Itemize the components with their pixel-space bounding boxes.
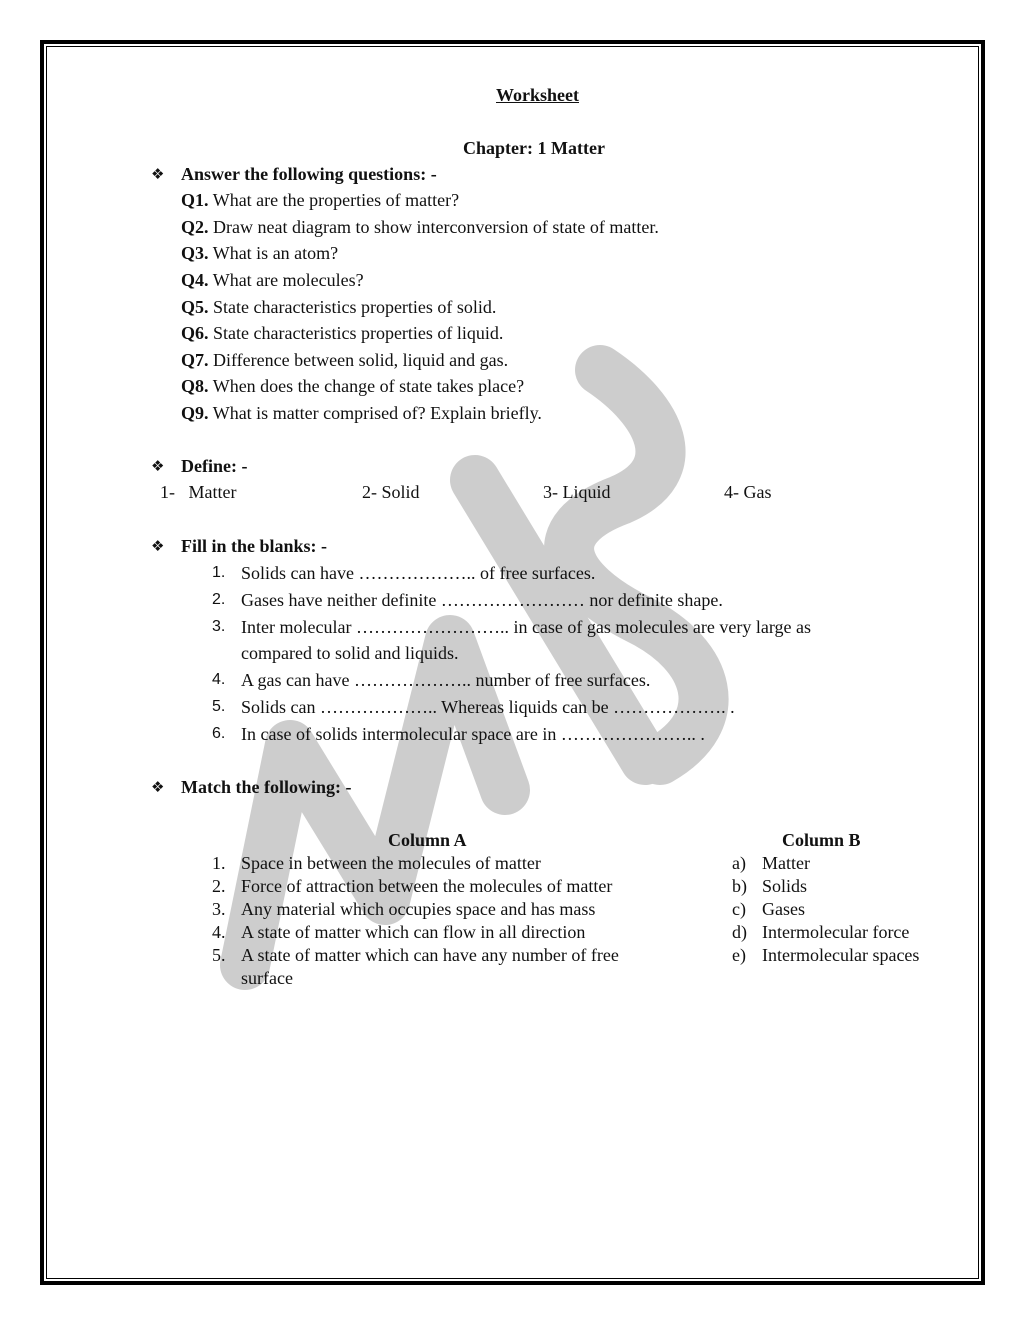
question-text: Draw neat diagram to show interconversion of state of matter. [213,217,659,237]
worksheet-title: Worksheet [496,85,579,105]
define-term: 3- Liquid [543,482,611,502]
section-fill-blanks-heading: Fill in the blanks: - [181,536,328,556]
column-b-header: Column B [782,830,861,850]
question-text: Difference between solid, liquid and gas. [213,350,509,370]
blank-item-text: Solids can ……………….. Whereas liquids can be ………………. . [241,697,735,717]
blank-item-text: Inter molecular …………………….. in case of gas molecules are very large as [241,617,811,637]
column-a-number: 4. [212,922,226,942]
question-number: Q9. [181,403,209,423]
diamond-bullet-icon: ❖ [151,457,165,475]
question-number: Q4. [181,270,209,290]
column-b-letter: c) [732,899,746,919]
question-number: Q2. [181,217,209,237]
column-b-item: Solids [762,876,808,896]
question-item [181,375,524,397]
diamond-bullet-icon: ❖ [151,537,165,555]
blank-item-number: 5. [212,698,226,715]
column-b-letter: d) [732,922,747,942]
question-number: Q1. [181,190,209,210]
question-item [181,402,542,424]
question-text: What are molecules? [212,270,364,290]
question-item [181,242,338,264]
section-define-heading: Define: - [181,456,248,476]
question-number: Q3. [181,243,209,263]
column-a-header: Column A [388,830,467,850]
question-item [181,189,459,211]
column-a-item: Space in between the molecules of matter [241,853,541,873]
section-questions-heading: Answer the following questions: - [181,164,437,184]
column-a-item: Force of attraction between the molecules of matter [241,876,613,896]
question-item [181,216,659,238]
column-b-letter: a) [732,853,746,873]
question-text: What is an atom? [212,243,339,263]
question-item [181,349,508,371]
define-term: 4- Gas [724,482,772,502]
question-text: State characteristics properties of solid. [213,297,497,317]
question-text: What are the properties of matter? [212,190,460,210]
question-text: When does the change of state takes place? [212,376,525,396]
question-text: What is matter comprised of? Explain briefly. [212,403,542,423]
column-b-item: Gases [762,899,805,919]
question-text: State characteristics properties of liquid. [213,323,504,343]
column-b-item: Matter [762,853,810,873]
question-number: Q7. [181,350,209,370]
blank-item-text-continued: compared to solid and liquids. [241,643,459,663]
blank-item-text: A gas can have ……………….. number of free surfaces. [241,670,651,690]
define-term: 2- Solid [362,482,420,502]
blank-item-number: 4. [212,671,226,688]
define-term: 1- Matter [160,482,237,502]
column-a-item: A state of matter which can have any number of free [241,945,619,965]
blank-item-number: 3. [212,618,226,635]
blank-item-number: 1. [212,564,226,581]
column-a-item: Any material which occupies space and has mass [241,899,596,919]
chapter-heading: Chapter: 1 Matter [463,138,605,158]
section-match-heading: Match the following: - [181,777,352,797]
blank-item-text: Solids can have ……………….. of free surfaces. [241,563,596,583]
column-a-item: A state of matter which can flow in all direction [241,922,586,942]
column-a-number: 1. [212,853,226,873]
diamond-bullet-icon: ❖ [151,165,165,183]
question-number: Q6. [181,323,209,343]
column-b-item: Intermolecular force [762,922,910,942]
blank-item-text: In case of solids intermolecular space are in ………………….. . [241,724,705,744]
question-number: Q5. [181,297,209,317]
question-item [181,296,496,318]
question-number: Q8. [181,376,209,396]
column-b-item: Intermolecular spaces [762,945,920,965]
column-a-number: 3. [212,899,226,919]
column-b-letter: b) [732,876,747,896]
column-b-letter: e) [732,945,746,965]
blank-item-number: 2. [212,591,226,608]
column-a-number: 2. [212,876,226,896]
diamond-bullet-icon: ❖ [151,778,165,796]
question-item [181,269,364,291]
column-a-number: 5. [212,945,226,965]
column-a-item-continued: surface [241,968,293,988]
blank-item-number: 6. [212,725,226,742]
blank-item-text: Gases have neither definite …………………… nor definite shape. [241,590,723,610]
question-item [181,322,503,344]
